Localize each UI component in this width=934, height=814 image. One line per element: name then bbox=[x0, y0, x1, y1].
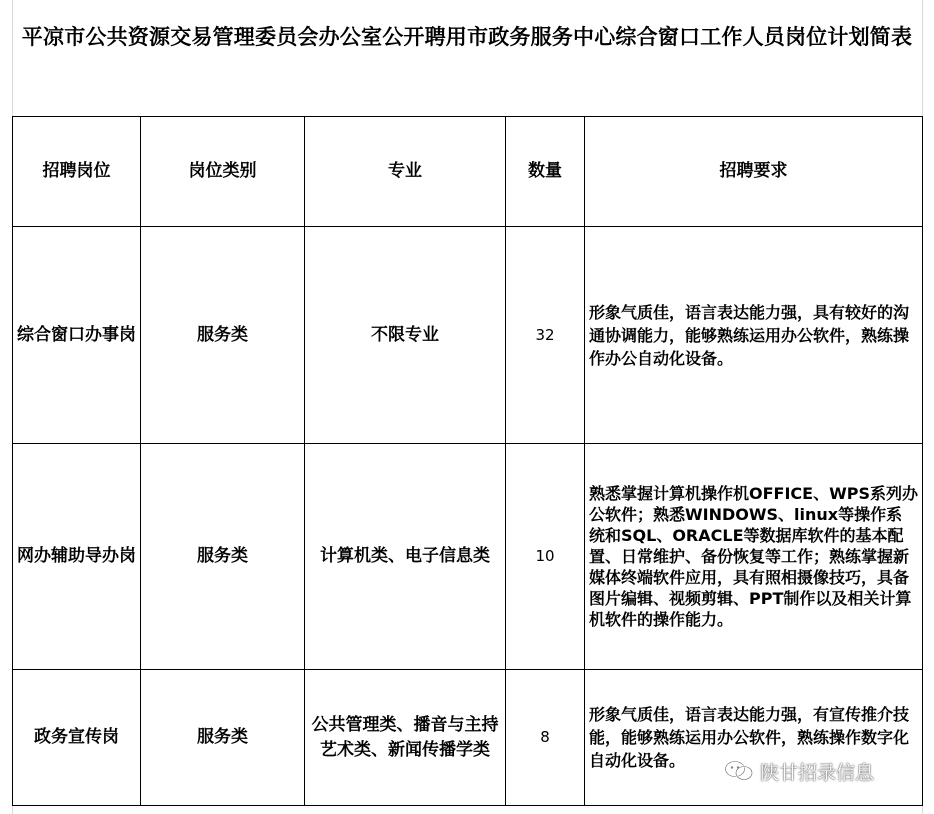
cell-category: 服务类 bbox=[141, 227, 305, 444]
cell-count: 32 bbox=[506, 227, 585, 444]
cell-position: 网办辅助导办岗 bbox=[13, 444, 141, 670]
document-title: 平凉市公共资源交易管理委员会办公室公开聘用市政务服务中心综合窗口工作人员岗位计划简表 bbox=[21, 25, 913, 49]
cell-major: 公共管理类、播音与主持艺术类、新闻传播学类 bbox=[305, 670, 506, 806]
table-header-row bbox=[13, 117, 923, 227]
wechat-icon bbox=[724, 760, 754, 782]
header-category: 岗位类别 bbox=[141, 117, 305, 227]
table-row bbox=[13, 227, 923, 444]
cell-count: 8 bbox=[506, 670, 585, 806]
header-major: 专业 bbox=[305, 117, 506, 227]
cell-major: 计算机类、电子信息类 bbox=[305, 444, 506, 670]
table-row bbox=[13, 670, 923, 806]
cell-position: 综合窗口办事岗 bbox=[13, 227, 141, 444]
cell-requirement: 形象气质佳，语言表达能力强，有宣传推介技能，能够熟练运用办公软件，熟练操作数字化自动化设备。 bbox=[585, 670, 923, 806]
watermark bbox=[724, 758, 874, 784]
table-row bbox=[13, 444, 923, 670]
cell-category: 服务类 bbox=[141, 444, 305, 670]
watermark-text: 陕甘招录信息 bbox=[760, 761, 875, 784]
header-position: 招聘岗位 bbox=[13, 117, 141, 227]
header-count: 数量 bbox=[506, 117, 585, 227]
cell-major: 不限专业 bbox=[305, 227, 506, 444]
cell-requirement: 形象气质佳，语言表达能力强，具有较好的沟通协调能力，能够熟练运用办公软件，熟练操作办公自动化设备。 bbox=[585, 227, 923, 444]
position-plan-table bbox=[12, 116, 923, 806]
header-requirement: 招聘要求 bbox=[585, 117, 923, 227]
cell-count: 10 bbox=[506, 444, 585, 670]
cell-category: 服务类 bbox=[141, 670, 305, 806]
cell-requirement: 熟悉掌握计算机操作机OFFICE、WPS系列办公软件；熟悉WINDOWS、linux等操作系统和SQL、ORACLE等数据库软件的基本配置、日常维护、备份恢复等工作；熟练掌握新媒体终端软件应用，具有照相摄像技巧，具备图片编辑、视频剪辑、PPT制作以及相关计算机软件的操作能力。 bbox=[585, 444, 923, 670]
cell-position: 政务宣传岗 bbox=[13, 670, 141, 806]
